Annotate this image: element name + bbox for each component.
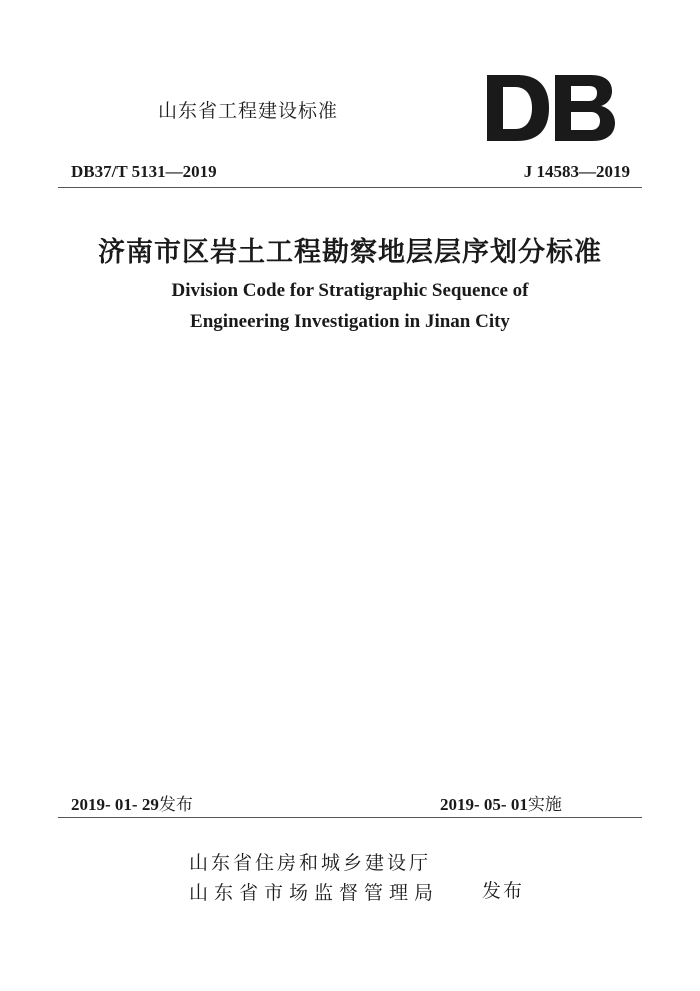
issuing-authorities (189, 848, 439, 908)
record-number: J 14583—2019 (523, 162, 630, 181)
issuer-market-regulation-bureau: 山东省市场监督管理局 (189, 882, 440, 904)
bottom-divider (58, 817, 642, 818)
effective-date-label: 实施 (527, 795, 562, 815)
effective-date-value: 2019- 05- 01 (440, 795, 528, 814)
effective-date (440, 790, 562, 815)
standard-number: DB37/T 5131—2019 (71, 162, 217, 181)
issue-date-label: 发布 (158, 795, 193, 815)
issuer-housing-department: 山东省住房和城乡建设厅 (189, 852, 432, 874)
english-title-line-1: Division Code for Stratigraphic Sequence of (171, 280, 529, 301)
standard-series-name: 山东省工程建设标准 (158, 100, 339, 122)
issue-date-value: 2019- 01- 29 (71, 795, 159, 814)
db-logo (483, 72, 618, 144)
issue-date (71, 790, 193, 815)
publish-label: 发布 (482, 880, 525, 902)
chinese-title: 济南市区岩土工程勘察地层层序划分标准 (98, 237, 602, 268)
english-title-line-2: Engineering Investigation in Jinan City (190, 311, 510, 332)
top-divider (58, 187, 642, 188)
